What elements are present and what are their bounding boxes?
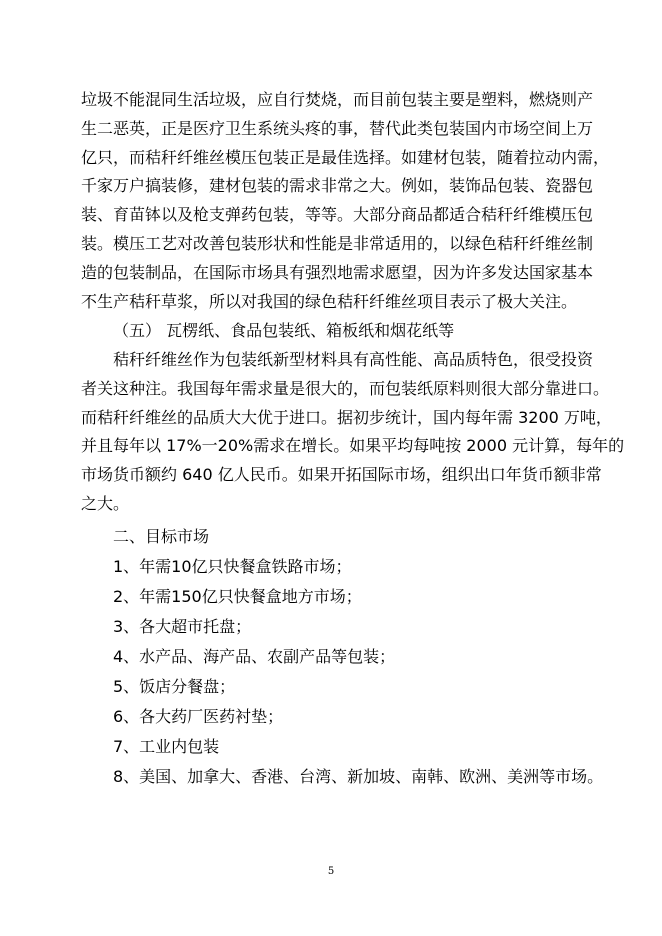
text-line: 市场货币额约 640 亿人民币。如果开拓国际市场，组织出口年货币额非常 (81, 465, 602, 485)
text-line: 生二恶英，正是医疗卫生系统头疼的事，替代此类包装国内市场空间上万 (81, 118, 594, 138)
paragraph-packaging-market (81, 86, 610, 316)
list-item: 3、各大超市托盘； (113, 617, 252, 636)
text-line: 之大。 (81, 493, 130, 513)
paragraph-paper-market (81, 346, 625, 519)
text-line: 秸秆纤维丝作为包装纸新型材料具有高性能、高品质特色，很受投资 (113, 350, 594, 369)
page-number: 5 (327, 866, 335, 877)
section-heading-target-market: 二、目标市场 (113, 527, 210, 546)
text-line: 垃圾不能混同生活垃圾，应自行焚烧，而目前包装主要是塑料，燃烧则产 (81, 90, 594, 109)
text-line: 造的包装制品，在国际市场具有强烈地需求愿望，因为许多发达国家基本 (81, 262, 594, 282)
text-line: 装。模压工艺对改善包装形状和性能是非常适用的，以绿色秸秆纤维丝制 (81, 233, 594, 253)
list-item: 5、饭店分餐盘； (113, 677, 236, 696)
list-item: 2、年需150亿只快餐盒地方市场； (113, 587, 362, 606)
text-line: 者关这种注。我国每年需求量是很大的，而包装纸原料则很大部分靠进口。 (81, 378, 610, 398)
text-line: 而秸秆纤维丝的品质大大优于进口。据初步统计，国内每年需 3200 万吨， (81, 407, 612, 427)
list-item: 4、水产品、海产品、农副产品等包装； (113, 647, 396, 666)
section-heading-5: （五） 瓦楞纸、食品包装纸、箱板纸和烟花纸等 (113, 321, 455, 340)
list-item: 1、年需10亿只快餐盒铁路市场； (113, 557, 352, 576)
text-line: 亿只，而秸秆纤维丝模压包装正是最佳选择。如建材包装，随着拉动内需， (81, 147, 610, 167)
text-line: 千家万户搞装修，建材包装的需求非常之大。例如，装饰品包装、瓷器包 (81, 176, 594, 196)
text-line: 不生产秸秆草浆，所以对我国的绿色秸秆纤维丝项目表示了极大关注。 (81, 291, 578, 311)
list-item: 6、各大药厂医药衬垫； (113, 707, 284, 726)
text-line: 装、育苗钵以及枪支弹药包装，等等。大部分商品都适合秸秆纤维模压包 (81, 205, 594, 225)
text-line: 并且每年以 17%一20%需求在增长。如果平均每吨按 2000 元计算，每年的 (81, 436, 625, 456)
list-item: 7、工业内包装 (113, 737, 220, 756)
list-item: 8、美国、加拿大、香港、台湾、新加坡、南韩、欧洲、美洲等市场。 (113, 767, 604, 786)
